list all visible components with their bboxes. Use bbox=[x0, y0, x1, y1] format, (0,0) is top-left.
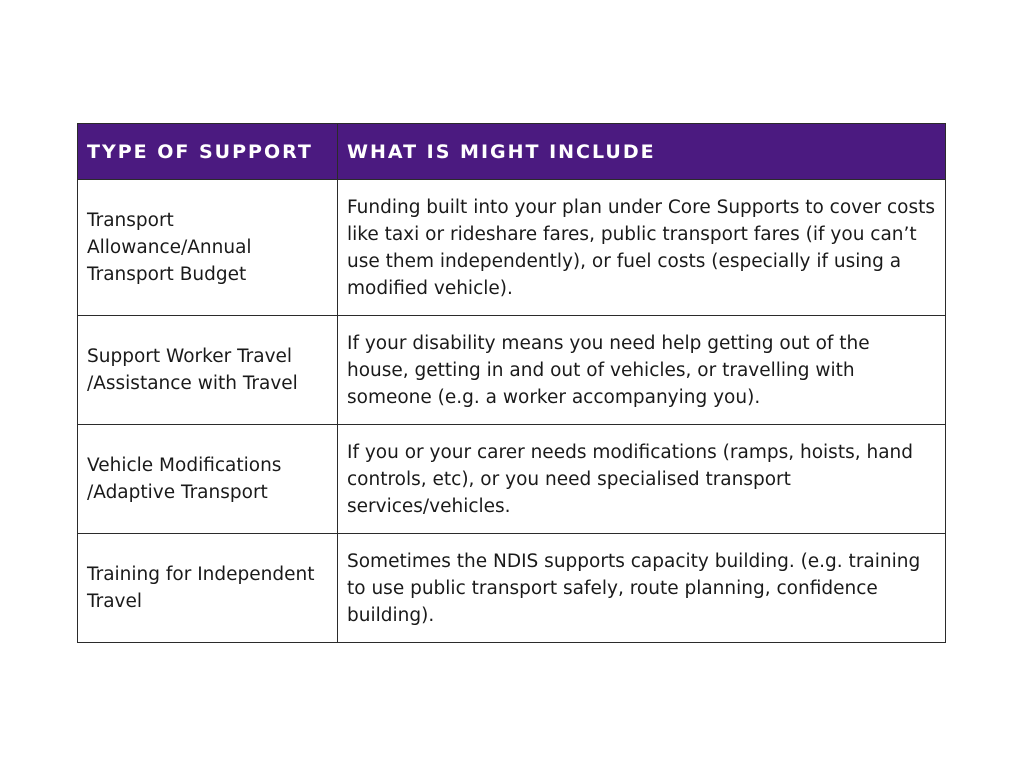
type-cell: Vehicle Modifications /Adaptive Transport bbox=[78, 425, 338, 534]
type-cell: Training for Independent Travel bbox=[78, 534, 338, 643]
type-cell: Support Worker Travel /Assistance with Travel bbox=[78, 316, 338, 425]
table-row bbox=[78, 534, 946, 643]
include-cell: If you or your carer needs modifications (ramps, hoists, hand controls, etc), or you need specialised transport services/vehicles. bbox=[338, 425, 946, 534]
table-body bbox=[78, 180, 946, 643]
table-row bbox=[78, 180, 946, 316]
table-header bbox=[78, 124, 946, 180]
support-table bbox=[77, 123, 946, 643]
header-type-of-support: TYPE OF SUPPORT bbox=[78, 124, 338, 180]
include-cell: Funding built into your plan under Core Supports to cover costs like taxi or rideshare fares, public transport fares (if you can’t use them independently), or fuel costs (especially if using a modified vehicle). bbox=[338, 180, 946, 316]
include-cell: If your disability means you need help getting out of the house, getting in and out of vehicles, or travelling with someone (e.g. a worker accompanying you). bbox=[338, 316, 946, 425]
include-cell: Sometimes the NDIS supports capacity building. (e.g. training to use public transport safely, route planning, confidence building). bbox=[338, 534, 946, 643]
header-what-it-might-include: WHAT IS MIGHT INCLUDE bbox=[338, 124, 946, 180]
table-row bbox=[78, 425, 946, 534]
table-row bbox=[78, 316, 946, 425]
header-row bbox=[78, 124, 946, 180]
type-cell: Transport Allowance/Annual Transport Budget bbox=[78, 180, 338, 316]
